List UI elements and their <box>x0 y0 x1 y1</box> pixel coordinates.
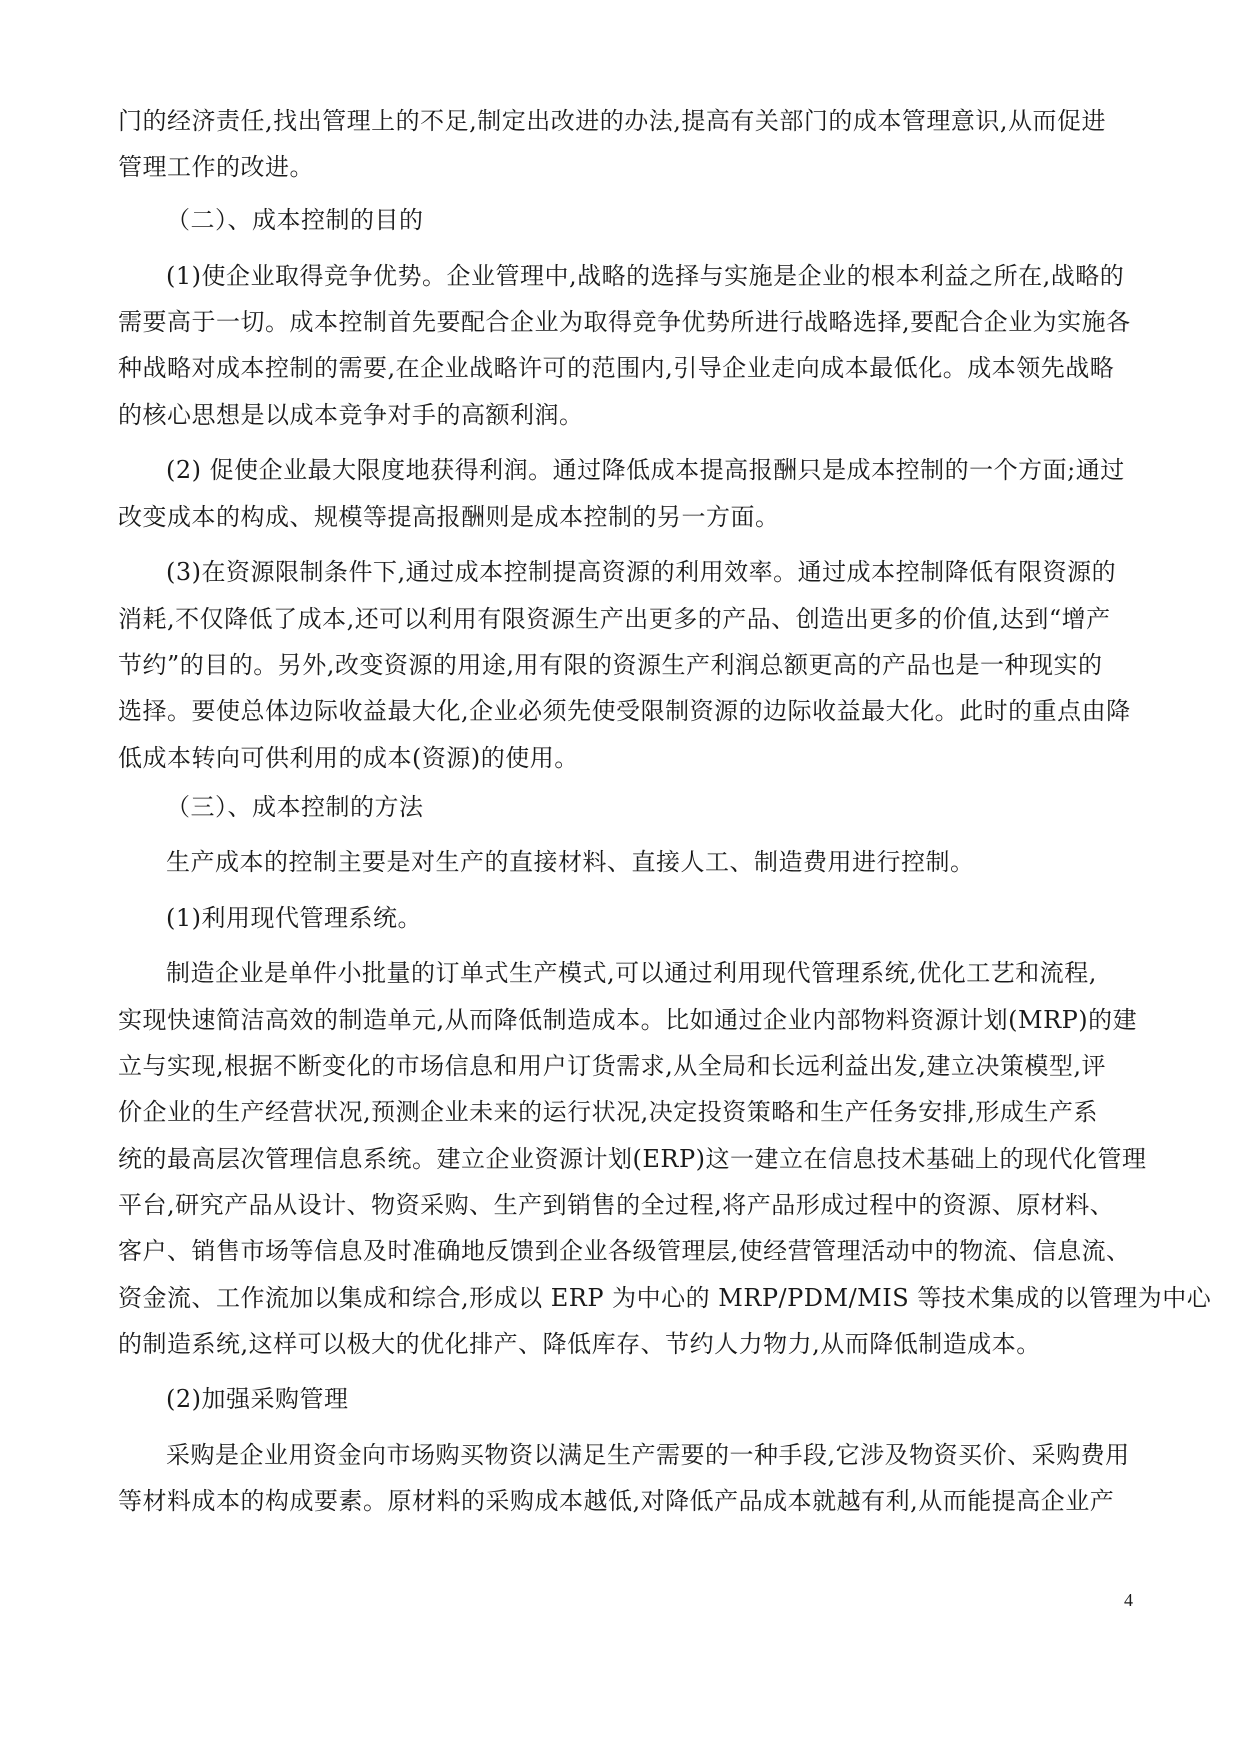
text-line: (2) 促使企业最大限度地获得利润。通过降低成本提高报酬只是成本控制的一个方面;通过 <box>166 456 1125 484</box>
text-line: 统的最高层次管理信息系统。建立企业资源计划(ERP)这一建立在信息技术基础上的现代化管理 <box>118 1145 1147 1173</box>
text-line: 消耗,不仅降低了成本,还可以利用有限资源生产出更多的产品、创造出更多的价值,达到“增产 <box>118 605 1111 633</box>
section-heading: （二）、成本控制的目的 <box>166 206 424 234</box>
page-number: 4 <box>1124 1590 1133 1610</box>
text-line: (1)使企业取得竞争优势。企业管理中,战略的选择与实施是企业的根本利益之所在,战略的 <box>166 262 1125 290</box>
text-line: 采购是企业用资金向市场购买物资以满足生产需要的一种手段,它涉及物资买价、采购费用 <box>166 1441 1130 1469</box>
text-line: 制造企业是单件小批量的订单式生产模式,可以通过利用现代管理系统,优化工艺和流程, <box>166 959 1097 987</box>
text-line: (2)加强采购管理 <box>166 1385 349 1413</box>
text-line: 需要高于一切。成本控制首先要配合企业为取得竞争优势所进行战略选择,要配合企业为实施各 <box>118 308 1131 336</box>
text-line: 客户、销售市场等信息及时准确地反馈到企业各级管理层,使经营管理活动中的物流、信息流、 <box>118 1237 1131 1265</box>
text-line: 选择。要使总体边际收益最大化,企业必须先使受限制资源的边际收益最大化。此时的重点由降 <box>118 697 1131 725</box>
text-line: 低成本转向可供利用的成本(资源)的使用。 <box>118 744 579 772</box>
text-line: 的制造系统,这样可以极大的优化排产、降低库存、节约人力物力,从而降低制造成本。 <box>118 1330 1041 1358</box>
text-line: 生产成本的控制主要是对生产的直接材料、直接人工、制造费用进行控制。 <box>166 848 975 876</box>
text-line: 资金流、工作流加以集成和综合,形成以 ERP 为中心的 MRP/PDM/MIS 等技术集成的以管理为中心 <box>118 1284 1212 1312</box>
text-line: 改变成本的构成、规模等提高报酬则是成本控制的另一方面。 <box>118 503 780 531</box>
text-line: 实现快速简洁高效的制造单元,从而降低制造成本。比如通过企业内部物料资源计划(MRP)的建 <box>118 1006 1138 1034</box>
text-line: 等材料成本的构成要素。原材料的采购成本越低,对降低产品成本就越有利,从而能提高企业产 <box>118 1487 1115 1515</box>
text-line: 价企业的生产经营状况,预测企业未来的运行状况,决定投资策略和生产任务安排,形成生产系 <box>118 1098 1098 1126</box>
text-line: 的核心思想是以成本竞争对手的高额利润。 <box>118 401 584 429</box>
text-line: 管理工作的改进。 <box>118 153 314 181</box>
text-line: 平台,研究产品从设计、物资采购、生产到销售的全过程,将产品形成过程中的资源、原材料、 <box>118 1191 1115 1219</box>
section-heading: （三）、成本控制的方法 <box>166 793 424 821</box>
text-line: 种战略对成本控制的需要,在企业战略许可的范围内,引导企业走向成本最低化。成本领先战略 <box>118 354 1115 382</box>
text-line: (1)利用现代管理系统。 <box>166 904 422 932</box>
text-line: 立与实现,根据不断变化的市场信息和用户订货需求,从全局和长远利益出发,建立决策模型,评 <box>118 1052 1107 1080</box>
text-line: (3)在资源限制条件下,通过成本控制提高资源的利用效率。通过成本控制降低有限资源的 <box>166 558 1117 586</box>
text-line: 门的经济责任,找出管理上的不足,制定出改进的办法,提高有关部门的成本管理意识,从而促进 <box>118 107 1107 135</box>
text-line: 节约”的目的。另外,改变资源的用途,用有限的资源生产利润总额更高的产品也是一种现实的 <box>118 651 1103 679</box>
